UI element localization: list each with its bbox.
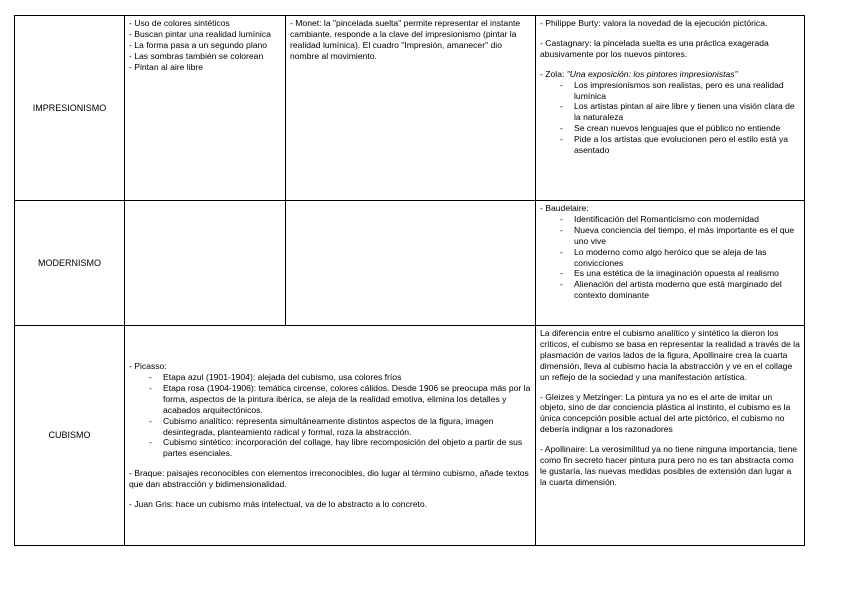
- critic-note: - Gleizes y Metzinger: La pintura ya no es el arte de imitar un objeto, sino de dar conciencia plástica al instinto, el cubismo es la única concepción posible actual del arte pictórico, el cubismo no debería indignar a los razonadores: [540, 391, 791, 435]
- zola-points-list: [540, 80, 800, 156]
- row-label-impresionismo: IMPRESIONISMO: [15, 16, 125, 201]
- list-item: - Los impresionismos son realistas, pero es una realidad lumínica: [560, 80, 800, 102]
- cubismo-artists-cell: [125, 326, 536, 546]
- modernismo-features-cell: [125, 201, 286, 326]
- feature-line: - Buscan pintar una realidad lumínica: [129, 28, 271, 39]
- critic-note: - Castagnary: la pincelada suelta es una práctica exagerada abusivamente por los nuevos pintores.: [540, 37, 769, 59]
- artist-note: - Juan Gris: hace un cubismo más intelectual, va de lo abstracto a lo concreto.: [129, 499, 428, 510]
- list-item: - Alienación del artista moderno que está marginado del contexto dominante: [560, 279, 800, 301]
- comparison-table: [14, 15, 805, 546]
- feature-line: - Pintan al aire libre: [129, 61, 204, 72]
- list-item: - Se crean nuevos lenguajes que el público no entiende: [560, 123, 800, 134]
- artist-note: - Picasso:: [129, 361, 167, 372]
- modernismo-artists-cell: [286, 201, 536, 326]
- list-item: - Nueva conciencia del tiempo, el más importante es el que uno vive: [560, 225, 800, 247]
- row-label-cubismo: CUBISMO: [15, 326, 125, 546]
- baudelaire-points-list: [540, 214, 800, 301]
- impresionismo-artists-cell: [286, 16, 536, 201]
- list-item: - Identificación del Romanticismo con modernidad: [560, 214, 800, 225]
- essay-title: "Una exposición: los pintores impresionistas": [566, 68, 738, 79]
- picasso-stages-list: [129, 372, 531, 459]
- feature-line: - Uso de colores sintéticos: [129, 18, 230, 28]
- list-item: - Etapa rosa (1904-1906): temática circense, colores cálidos. Desde 1906 se preocupa más por la forma, aspectos de la pintura ibérica, se aleja de la realidad emotiva, elimina los detalles y acabados arquitectónicos.: [149, 383, 531, 416]
- row-impresionismo: [15, 16, 805, 201]
- critic-note: La diferencia entre el cubismo analítico y sintético la dieron los críticos, el cubismo se basa en representar la realidad a través de la plasmación de varios lados de la figura, Apollinaire crea la cuarta dimensión, lleva al cubismo hacia la abstracción y ve en el collage un reflejo de la sociedad y una manifestación artística.: [540, 328, 800, 382]
- modernismo-critics-cell: [536, 201, 805, 326]
- feature-line: - La forma pasa a un segundo plano: [129, 39, 268, 50]
- critic-note: - Apollinaire: La verosimilitud ya no tiene ninguna importancia, tiene como fin secreto hacer pintura pura pero no es tan abstracta como le gustaría, las nuevas medidas posibles de extensión dan lugar a la cuarta dimensión.: [540, 444, 798, 487]
- row-label-modernismo: MODERNISMO: [15, 201, 125, 326]
- cubismo-critics-cell: [536, 326, 805, 546]
- list-item: - Los artistas pintan al aire libre y tienen una visión clara de la naturaleza: [560, 101, 800, 123]
- artist-note: - Braque: paisajes reconocibles con elementos irreconocibles, dio lugar al término cubismo, añade textos que dan abstracción y bidimensionalidad.: [129, 468, 529, 490]
- impresionismo-features-cell: [125, 16, 286, 201]
- impresionismo-critics-cell: [536, 16, 805, 201]
- row-modernismo: [15, 201, 805, 326]
- list-item: - Etapa azul (1901-1904): alejada del cubismo, usa colores fríos: [149, 372, 531, 383]
- critic-prefix: - Zola:: [540, 68, 567, 79]
- critic-note: - Philippe Burty: valora la novedad de la ejecución pictórica.: [540, 18, 768, 28]
- artist-note: - Monet: la "pincelada suelta" permite representar el instante cambiante, responde a la clave del impresionismo (pintar la realidad lumínica). El cuadro "Impresión, amanecer" dio nombre al movimiento.: [290, 18, 521, 61]
- critic-note-zola: [540, 69, 800, 80]
- critic-note: - Baudelaire:: [540, 203, 589, 213]
- feature-line: - Las sombras también se colorean: [129, 50, 264, 61]
- row-cubismo: [15, 326, 805, 546]
- list-item: - Pide a los artistas que evolucionen pero el estilo está ya asentado: [560, 134, 800, 156]
- list-item: - Cubismo analítico: representa simultáneamente distintos aspectos de la figura, imagen desintegrada, planteamiento radical y formal, roza la abstracción.: [149, 416, 531, 438]
- list-item: - Cubismo sintético: incorporación del collage, hay libre recomposición del objeto a partir de sus partes esenciales.: [149, 437, 531, 459]
- list-item: - Es una estética de la imaginación opuesta al realismo: [560, 268, 800, 279]
- list-item: - Lo moderno como algo heróico que se aleja de las convicciones: [560, 247, 800, 269]
